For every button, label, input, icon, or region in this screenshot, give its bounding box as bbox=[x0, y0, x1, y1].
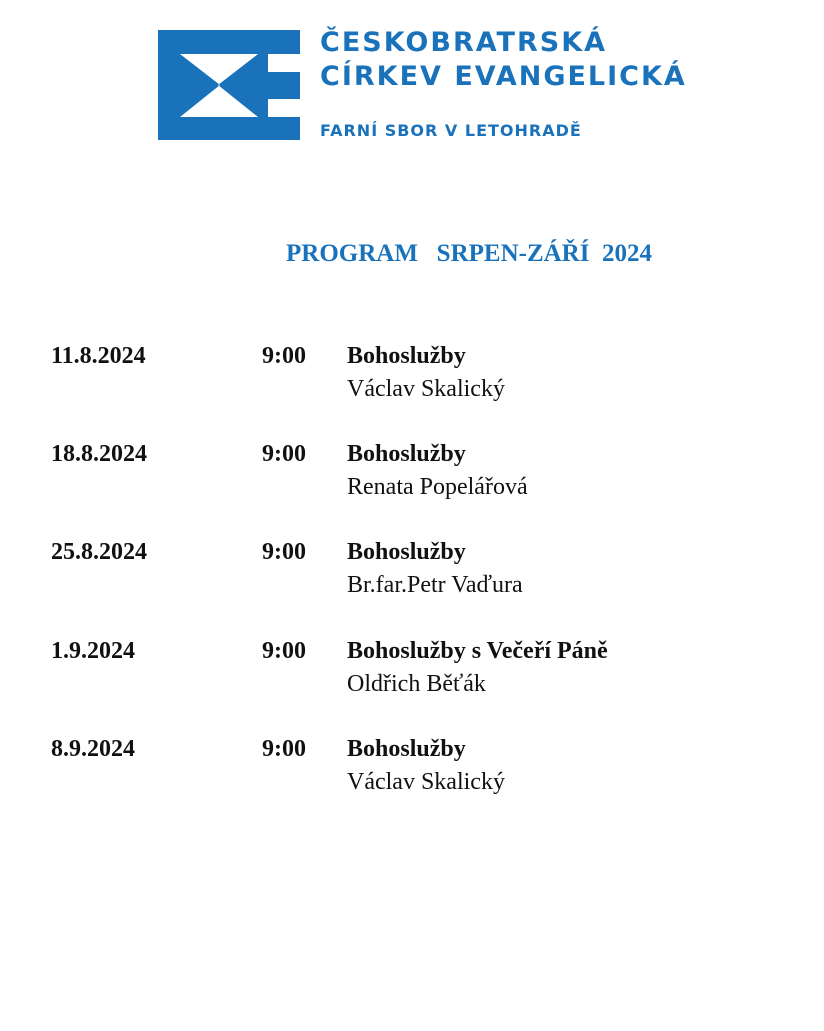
event-service: Bohoslužby bbox=[347, 736, 466, 762]
event-service: Bohoslužby bbox=[347, 343, 466, 369]
event-time: 9:00 bbox=[262, 638, 306, 664]
church-name-line1: ČESKOBRATRSKÁ bbox=[320, 27, 608, 58]
event-preacher: Oldřich Běťák bbox=[347, 671, 486, 697]
cce-chalice-logo-icon bbox=[158, 30, 300, 140]
event-time: 9:00 bbox=[262, 343, 306, 369]
program-title: PROGRAM SRPEN-ZÁŘÍ 2024 bbox=[286, 240, 652, 267]
event-preacher: Renata Popelářová bbox=[347, 474, 528, 500]
schedule-row bbox=[0, 638, 824, 708]
event-date: 11.8.2024 bbox=[51, 343, 146, 369]
event-date: 25.8.2024 bbox=[51, 539, 147, 565]
schedule-row bbox=[0, 441, 824, 511]
event-service: Bohoslužby bbox=[347, 539, 466, 565]
church-name-line2: CÍRKEV EVANGELICKÁ bbox=[320, 61, 687, 92]
event-date: 18.8.2024 bbox=[51, 441, 147, 467]
event-preacher: Václav Skalický bbox=[347, 376, 505, 402]
event-date: 1.9.2024 bbox=[51, 638, 135, 664]
event-preacher: Br.far.Petr Vaďura bbox=[347, 572, 523, 598]
event-date: 8.9.2024 bbox=[51, 736, 135, 762]
event-time: 9:00 bbox=[262, 736, 306, 762]
event-service: Bohoslužby bbox=[347, 441, 466, 467]
event-time: 9:00 bbox=[262, 539, 306, 565]
schedule-row bbox=[0, 343, 824, 413]
schedule-row bbox=[0, 736, 824, 806]
event-time: 9:00 bbox=[262, 441, 306, 467]
parish-name: FARNÍ SBOR V LETOHRADĚ bbox=[320, 121, 582, 140]
event-preacher: Václav Skalický bbox=[347, 769, 505, 795]
event-service: Bohoslužby s Večeří Páně bbox=[347, 638, 608, 664]
church-name bbox=[320, 26, 687, 94]
schedule-row bbox=[0, 539, 824, 609]
